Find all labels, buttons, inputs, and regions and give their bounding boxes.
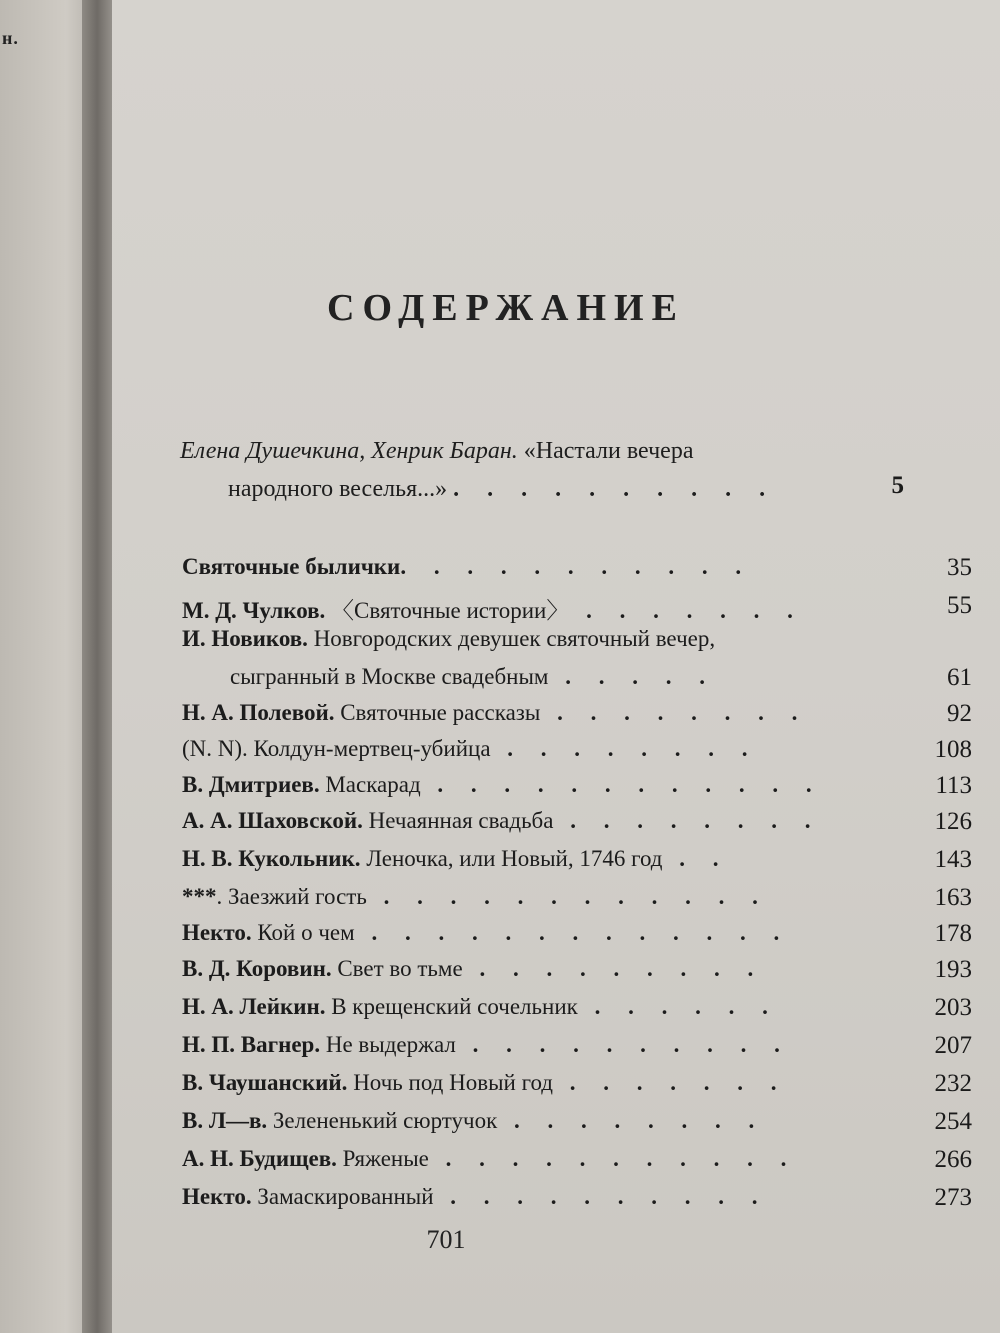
- toc-entry: [182, 956, 972, 992]
- toc-leader-dots: . . . . . . . . . . . .: [420, 772, 823, 797]
- toc-entry: [182, 1070, 972, 1106]
- toc-entry: [182, 846, 972, 882]
- toc-leader-dots: . . . . . . . . . . .: [400, 554, 753, 579]
- intro-entry: [180, 432, 870, 508]
- intro-title-part1: «Настали вечера: [523, 438, 694, 464]
- toc-title: Новгородских девушек святочный вечер,: [307, 626, 716, 651]
- toc-author: В. Чаушанский.: [182, 1070, 348, 1095]
- toc-title: . Заезжий гость: [216, 884, 367, 909]
- page-number: 701: [426, 1225, 466, 1254]
- toc-page-number: 92: [947, 700, 972, 727]
- toc-author: М. Д. Чулков.: [182, 598, 326, 623]
- toc-page-number: 203: [934, 994, 972, 1021]
- toc-page-number: 193: [934, 956, 972, 983]
- toc-entry: [182, 664, 972, 700]
- toc-author: ***: [182, 884, 217, 909]
- toc-leader-dots: . . . . . . . . . .: [455, 1032, 791, 1057]
- intro-title-part2: народного веселья...»: [228, 476, 448, 502]
- toc-page-number: 126: [934, 808, 972, 835]
- toc-title: (N. N). Колдун-мертвец-убийца: [182, 736, 491, 761]
- left-page-fragment: н.: [2, 28, 19, 48]
- toc-entry: [182, 884, 972, 920]
- toc-title: Ряженые: [336, 1146, 429, 1171]
- toc-leader-dots: . . . . . . . .: [490, 736, 759, 761]
- toc-page-number: 55: [947, 592, 972, 619]
- intro-page-number: 5: [891, 472, 904, 499]
- toc-title: Маскарад: [319, 772, 421, 797]
- toc-author: Некто.: [182, 1184, 252, 1209]
- toc-page-number: 143: [934, 846, 972, 873]
- toc-page-number: 266: [934, 1146, 972, 1173]
- toc-author: Н. А. Полевой.: [182, 700, 335, 725]
- toc-entry: [182, 736, 972, 772]
- toc-page-number: 163: [934, 884, 972, 911]
- toc-title: Святочные рассказы: [334, 700, 541, 725]
- toc-page-number: 254: [934, 1108, 972, 1135]
- toc-page-number: 113: [935, 772, 972, 799]
- toc-leader-dots: . . . . . . .: [553, 1070, 788, 1095]
- toc-author: А. А. Шаховской.: [182, 808, 363, 833]
- toc-page-number: 178: [934, 920, 972, 947]
- toc-leader-dots: . . . . . . . .: [497, 1108, 766, 1133]
- toc-title: 〈Святочные истории〉: [325, 598, 570, 623]
- intro-line-2: [180, 470, 870, 508]
- toc-page-number: 35: [947, 554, 972, 581]
- toc-leader-dots: . . . . . .: [577, 994, 779, 1019]
- toc-leader-dots: . . . . . . . . .: [462, 956, 765, 981]
- toc-entry: [182, 1032, 972, 1068]
- toc-title: В крещенский сочельник: [325, 994, 578, 1019]
- toc-author: В. Дмитриев.: [182, 772, 320, 797]
- toc-author: Некто.: [182, 920, 252, 945]
- toc-entry: [182, 920, 972, 956]
- toc-entry: [182, 700, 972, 736]
- contents-page: [112, 0, 1000, 1333]
- intro-dots: . . . . . . . . . .: [453, 476, 777, 502]
- toc-leader-dots: . .: [662, 846, 730, 871]
- toc-author: И. Новиков.: [182, 626, 308, 651]
- toc-title: Зелененький сюртучок: [267, 1108, 498, 1133]
- toc-author: В. Д. Коровин.: [182, 956, 332, 981]
- toc-author: Святочные былички: [182, 554, 401, 579]
- toc-title: Нечаянная свадьба: [362, 808, 554, 833]
- toc-title: Леночка, или Новый, 1746 год: [360, 846, 663, 871]
- toc-leader-dots: . . . . . . . . . . .: [428, 1146, 798, 1171]
- toc-title: сыгранный в Москве свадебным: [230, 664, 549, 689]
- toc-author: Н. А. Лейкин.: [182, 994, 326, 1019]
- toc-leader-dots: . . . . . . . .: [553, 808, 822, 833]
- toc-leader-dots: . . . . . . . . . . . . .: [354, 920, 791, 945]
- page-title: СОДЕРЖАНИЕ: [327, 287, 685, 329]
- toc-author: В. Л—в.: [182, 1108, 268, 1133]
- toc-title: Не выдержал: [320, 1032, 456, 1057]
- toc-page-number: 273: [934, 1184, 972, 1211]
- toc-entry: [182, 592, 972, 628]
- toc-entry: [182, 1146, 972, 1182]
- toc-author: Н. П. Вагнер.: [182, 1032, 321, 1057]
- toc-entry: [182, 994, 972, 1030]
- toc-leader-dots: . . . . . . . . . .: [433, 1184, 769, 1209]
- toc-title: Замаскированный: [251, 1184, 434, 1209]
- toc-entry: [182, 626, 972, 662]
- toc-title: Свет во тьме: [331, 956, 463, 981]
- toc-entry: [182, 1108, 972, 1144]
- toc-entry: [182, 772, 972, 808]
- toc-entry: [182, 808, 972, 844]
- toc-title: Кой о чем: [251, 920, 355, 945]
- toc-leader-dots: . . . . . . . . . . . .: [366, 884, 769, 909]
- toc-leader-dots: . . . . . . . .: [540, 700, 809, 725]
- toc-page-number: 232: [934, 1070, 972, 1097]
- toc-entry: [182, 1184, 972, 1220]
- toc-leader-dots: . . . . . . .: [569, 598, 804, 623]
- toc-author: А. Н. Будищев.: [182, 1146, 337, 1171]
- toc-title: Ночь под Новый год: [347, 1070, 553, 1095]
- toc-author: Н. В. Кукольник.: [182, 846, 361, 871]
- toc-page-number: 207: [934, 1032, 972, 1059]
- intro-line-1: [180, 432, 870, 470]
- toc-entry: [182, 554, 972, 590]
- toc-leader-dots: . . . . .: [548, 664, 716, 689]
- toc-page-number: 108: [934, 736, 972, 763]
- intro-authors: Елена Душечкина, Хенрик Баран.: [180, 438, 518, 464]
- toc-page-number: 61: [947, 664, 972, 691]
